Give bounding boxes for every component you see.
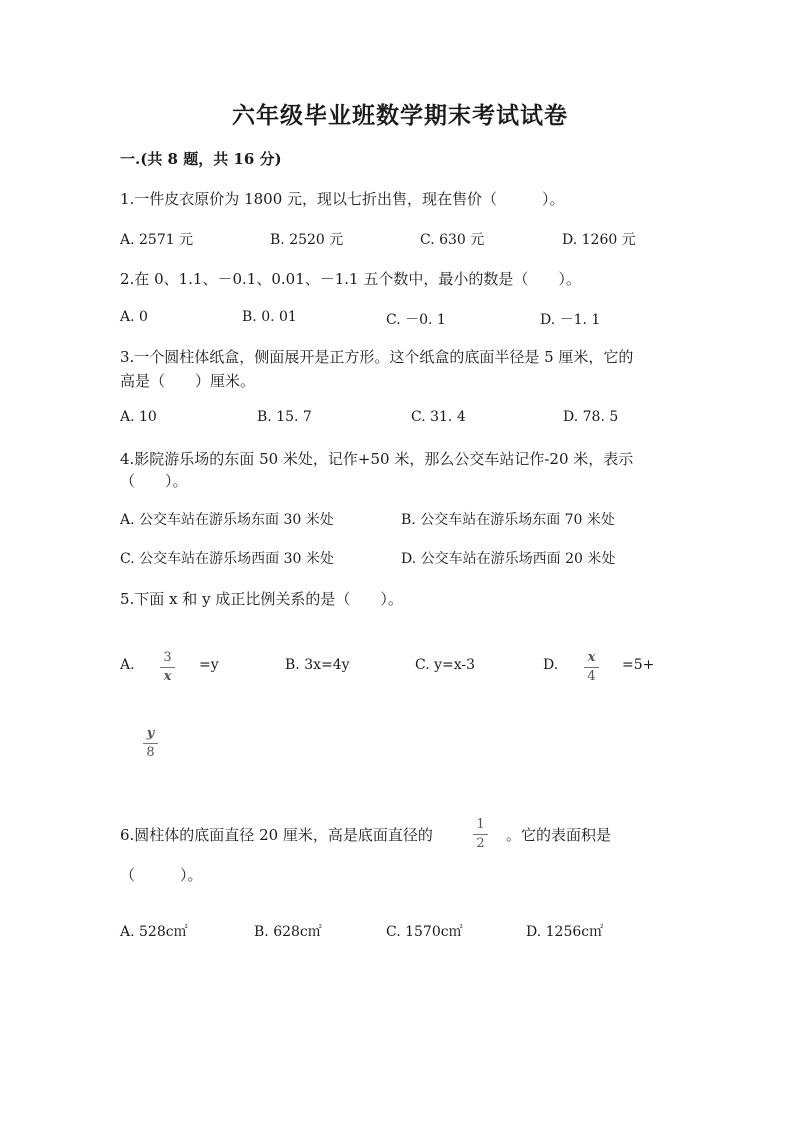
question-5-option-a-label: A. (120, 657, 135, 673)
fraction-bar (473, 834, 488, 835)
question-5-option-b: B. 3x=4y (285, 657, 350, 673)
question-6-option-c: C. 1570c㎡ (386, 924, 463, 940)
fraction-bar (143, 743, 158, 744)
question-6-text-line2: （ ）。 (120, 866, 203, 884)
question-3-option-d: D. 78. 5 (563, 409, 619, 425)
question-5-option-d-fraction-continued (143, 726, 158, 761)
fraction-bar (160, 667, 175, 668)
section-heading: 一.(共 8 题，共 16 分) (120, 150, 282, 168)
question-2-option-b: B. 0. 01 (242, 309, 297, 325)
question-3-option-a: A. 10 (120, 409, 157, 425)
fraction-denominator: 8 (146, 745, 155, 760)
question-5-option-a-tail: =y (199, 657, 219, 673)
page-title: 六年级毕业班数学期末考试试卷 (232, 102, 568, 129)
question-5-option-d-tail: =5+ (622, 657, 655, 673)
question-1-option-a: A. 2571 元 (120, 232, 194, 248)
fraction-numerator: x (587, 650, 596, 665)
question-4-text-line2: （ ）。 (120, 472, 188, 490)
question-4-text-line1: 4.影院游乐场的东面 50 米处，记作+50 米，那么公交车站记作-20 米，表示 (120, 450, 634, 468)
question-6-text-before: 6.圆柱体的底面直径 20 厘米，高是底面直径的 (120, 826, 433, 844)
fraction-denominator: x (163, 669, 172, 684)
question-4-option-c: C. 公交车站在游乐场西面 30 米处 (120, 551, 334, 567)
question-3-text-line1: 3.一个圆柱体纸盒，侧面展开是正方形。这个纸盒的底面半径是 5 厘米，它的 (120, 348, 634, 366)
question-1-option-d: D. 1260 元 (562, 232, 636, 248)
question-6-option-d: D. 1256c㎡ (526, 924, 604, 940)
question-3-text-line2: 高是（ ）厘米。 (120, 372, 256, 390)
question-4-option-d: D. 公交车站在游乐场西面 20 米处 (401, 551, 616, 567)
question-5-option-a-fraction (160, 650, 175, 685)
question-6-text-after: 。它的表面积是 (506, 826, 612, 844)
fraction-denominator: 4 (587, 669, 596, 684)
question-3-option-b: B. 15. 7 (257, 409, 312, 425)
fraction-numerator: 3 (163, 650, 172, 665)
question-5-option-d-label: D. (543, 657, 559, 673)
question-6-option-a: A. 528c㎡ (120, 924, 188, 940)
fraction-bar (584, 667, 599, 668)
question-1-option-c: C. 630 元 (420, 232, 485, 248)
question-3-option-c: C. 31. 4 (411, 409, 466, 425)
question-4-option-b: B. 公交车站在游乐场东面 70 米处 (401, 512, 615, 528)
question-5-option-d-fraction (584, 650, 599, 685)
fraction-numerator: 1 (476, 817, 485, 832)
question-6-option-b: B. 628c㎡ (254, 924, 322, 940)
question-2-option-c: C. －0. 1 (386, 312, 446, 328)
fraction-numerator: y (146, 726, 155, 741)
question-2-option-d: D. －1. 1 (540, 312, 601, 328)
question-4-option-a: A. 公交车站在游乐场东面 30 米处 (120, 512, 334, 528)
question-1-text: 1.一件皮衣原价为 1800 元，现以七折出售，现在售价（ ）。 (120, 190, 565, 208)
fraction-denominator: 2 (476, 836, 485, 851)
question-5-option-c: C. y=x-3 (415, 657, 476, 673)
question-2-option-a: A. 0 (120, 309, 148, 325)
question-6-fraction (473, 817, 488, 852)
question-2-text: 2.在 0、1.1、－0.1、0.01、－1.1 五个数中，最小的数是（ ）。 (120, 270, 581, 288)
question-1-option-b: B. 2520 元 (270, 232, 344, 248)
question-5-text: 5.下面 x 和 y 成正比例关系的是（ ）。 (120, 590, 403, 608)
